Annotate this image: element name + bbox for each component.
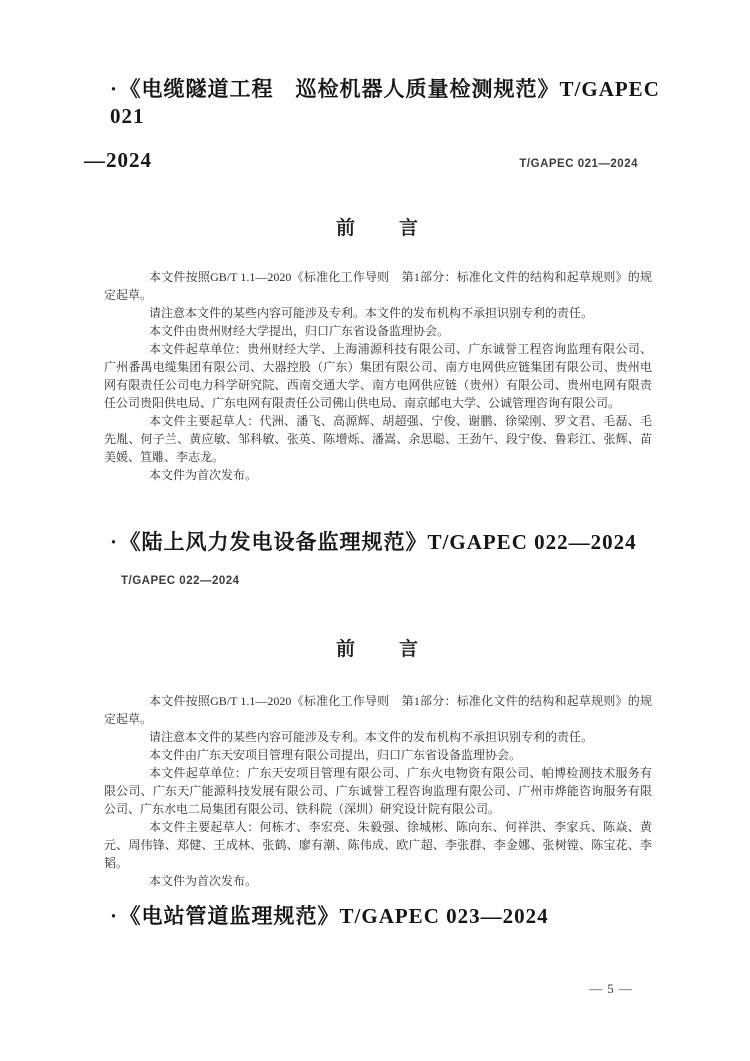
paragraph: 本文件为首次发布。 (149, 468, 258, 482)
foreword-body-2 (104, 692, 652, 890)
paragraph: 本文件按照GB/T 1.1—2020《标准化工作导则 第1部分：标准化文件的结构和起草规则》的规定起草。 (104, 270, 652, 302)
paragraph: 本文件主要起草人：何栋才、李宏亮、朱毅强、徐城彬、陈向东、何祥洪、李家兵、陈焱、黄元、周伟锋、郑健、王成林、张鹤、廖有潮、陈伟成、欧广超、李张群、李金娜、张树镗、陈宝花、李韬。 (104, 820, 652, 870)
paragraph: 本文件为首次发布。 (149, 874, 258, 888)
paragraph: 本文件按照GB/T 1.1—2020《标准化工作导则 第1部分：标准化文件的结构和起草规则》的规定起草。 (104, 694, 652, 726)
paragraph: 本文件主要起草人：代洲、潘飞、高源辉、胡超强、宁俊、谢鹏、徐梁刚、罗文君、毛磊、毛先胤、何子兰、黄应敏、邹科敏、张英、陈增烁、潘嵩、余思聪、王劲午、段宁俊、鲁彩江、张辉、苗美媛、笪雕、李志龙。 (104, 414, 652, 464)
standard-item-3 (84, 903, 690, 930)
standard-item-3-line1 (84, 903, 690, 930)
bullet-dot-icon: · (110, 77, 119, 101)
standard-item-2 (84, 529, 690, 556)
standard-item-2-line1 (84, 529, 690, 556)
standard-item-1-line1 (84, 76, 690, 130)
page-number: — 5 — (589, 981, 633, 996)
paragraph: 请注意本文件的某些内容可能涉及专利。本文件的发布机构不承担识别专利的责任。 (149, 730, 594, 744)
standard-item-2-title: 《陆上风力发电设备监理规范》T/GAPEC 022—2024 (130, 530, 637, 554)
paragraph: 本文件起草单位：广东天安项目管理有限公司、广东火电物资有限公司、帕博检测技术服务有限公司、广东天广能源科技发展有限公司、广东诚誉工程咨询监理有限公司、广州市烨能咨询服务有限公司、广东水电二局集团有限公司、铁科院（深圳）研究设计院有限公司。 (104, 766, 652, 816)
standard-item-1-title: 《电缆隧道工程 巡检机器人质量检测规范》T/GAPEC 021 (110, 77, 660, 128)
doc-code-2: T/GAPEC 022—2024 (121, 575, 240, 587)
foreword-heading-2: 前 言 (335, 639, 420, 660)
paragraph: 本文件由贵州财经大学提出，归口广东省设备监理协会。 (149, 324, 450, 338)
bullet-dot-icon: · (110, 530, 119, 554)
foreword-excerpt-1 (104, 158, 652, 484)
foreword-heading-1: 前 言 (335, 218, 420, 239)
paragraph: 本文件由广东天安项目管理有限公司提出，归口广东省设备监理协会。 (149, 748, 522, 762)
bullet-dot-icon: · (110, 904, 119, 928)
standard-item-1-line2: —2024 (84, 148, 152, 172)
foreword-excerpt-2 (104, 575, 652, 890)
doc-code-1: T/GAPEC 021—2024 (519, 158, 638, 170)
paragraph: 本文件起草单位：贵州财经大学、上海浦源科技有限公司、广东诚誉工程咨询监理有限公司、广州番禺电缆集团有限公司、大器控股（广东）集团有限公司、南方电网供应链集团有限公司、贵州电网有限责任公司电力科学研究院、西南交通大学、南方电网供应链（贵州）有限公司、贵州电网有限责任公司贵阳供电局、广东电网有限责任公司佛山供电局、南京邮电大学、公诚管理咨询有限公司。 (104, 342, 652, 410)
foreword-body-1 (104, 268, 652, 484)
standard-item-3-title: 《电站管道监理规范》T/GAPEC 023—2024 (130, 904, 549, 928)
paragraph: 请注意本文件的某些内容可能涉及专利。本文件的发布机构不承担识别专利的责任。 (149, 306, 594, 320)
